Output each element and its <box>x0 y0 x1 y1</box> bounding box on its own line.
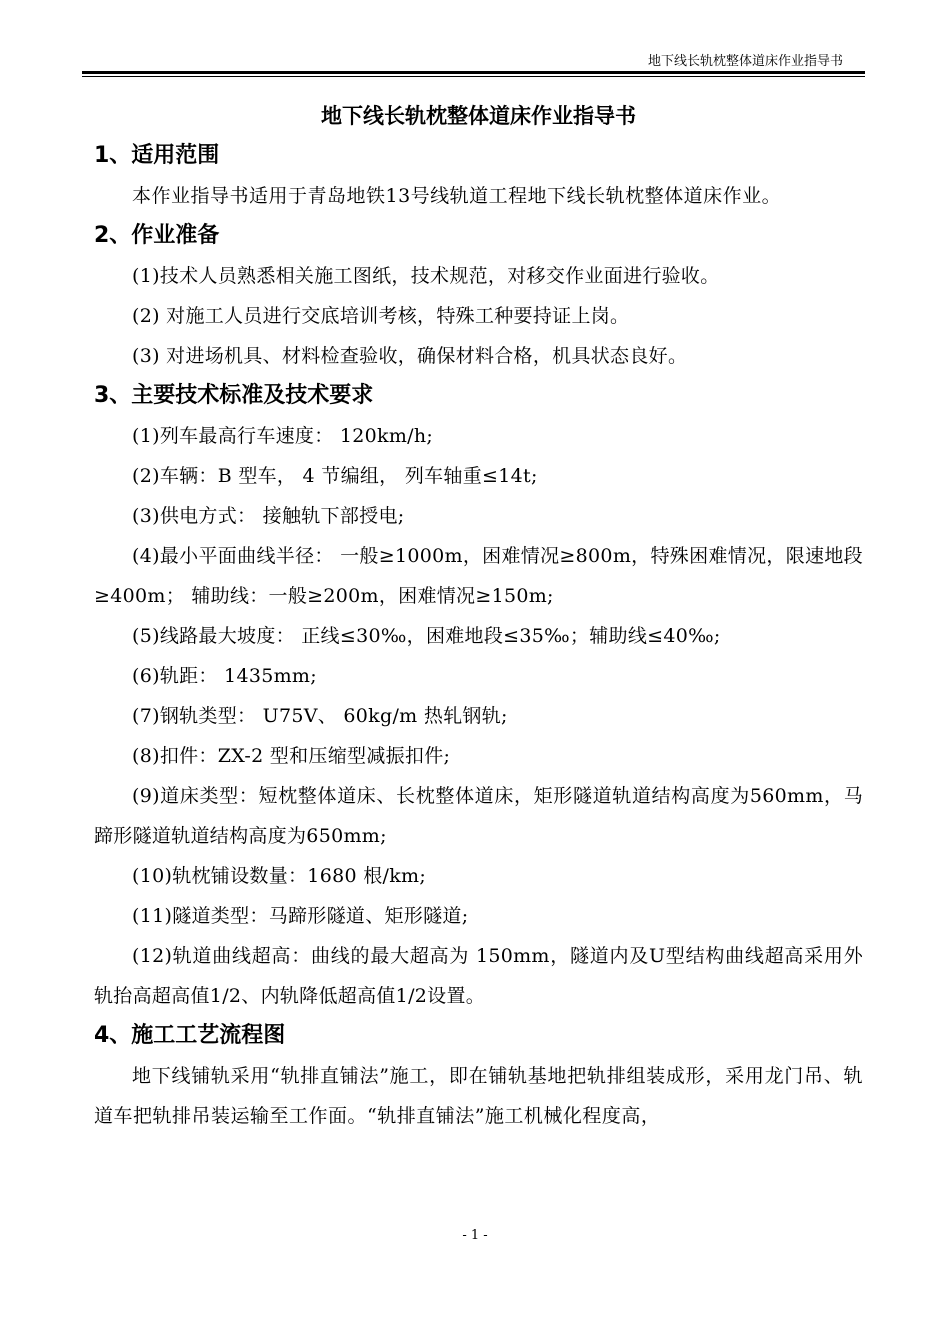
scope-paragraph: 本作业指导书适用于青岛地铁13号线轨道工程地下线长轨枕整体道床作业。 <box>132 185 782 207</box>
list-item: (2)车辆：B 型车， 4 节编组， 列车轴重≤14t; <box>132 465 538 487</box>
section-heading-technical-standards: 3、主要技术标准及技术要求 <box>94 383 374 408</box>
document-title: 地下线长轨枕整体道床作业指导书 <box>321 104 636 128</box>
section-heading-scope: 1、适用范围 <box>94 143 220 168</box>
section-heading-process-flow: 4、施工工艺流程图 <box>94 1023 286 1048</box>
list-item: (8)扣件：ZX-2 型和压缩型减振扣件; <box>132 745 451 767</box>
list-item: (2) 对施工人员进行交底培训考核，特殊工种要持证上岗。 <box>132 305 630 327</box>
document-body <box>94 96 863 1136</box>
list-item: (1)列车最高行车速度： 120km/h; <box>132 425 434 447</box>
list-item: (9)道床类型：短枕整体道床、长枕整体道床，矩形隧道轨道结构高度为560mm，马蹄形隧道轨道结构高度为650mm; <box>94 785 863 847</box>
list-item: (3)供电方式： 接触轨下部授电; <box>132 505 405 527</box>
page-number: - 1 - <box>462 1228 488 1243</box>
list-item: (6)轨距： 1435mm; <box>132 665 317 687</box>
running-header: 地下线长轨枕整体道床作业指导书 <box>647 54 843 69</box>
section-heading-preparation: 2、作业准备 <box>94 223 220 248</box>
list-item: (3) 对进场机具、材料检查验收，确保材料合格，机具状态良好。 <box>132 345 688 367</box>
process-flow-paragraph: 地下线铺轨采用“轨排直铺法”施工，即在铺轨基地把轨排组装成形，采用龙门吊、轨道车把轨排吊装运输至工作面。“轨排直铺法”施工机械化程度高， <box>94 1065 863 1127</box>
header-rule <box>82 71 865 77</box>
list-item: (11)隧道类型：马蹄形隧道、矩形隧道; <box>132 905 469 927</box>
list-item: (5)线路最大坡度： 正线≤30‰，困难地段≤35‰；辅助线≤40‰; <box>132 625 721 647</box>
list-item: (12)轨道曲线超高：曲线的最大超高为 150mm，隧道内及U型结构曲线超高采用外轨抬高超高值1/2、内轨降低超高值1/2设置。 <box>94 945 863 1007</box>
list-item: (4)最小平面曲线半径： 一般≥1000m，困难情况≥800m，特殊困难情况，限速地段≥400m； 辅助线：一般≥200m，困难情况≥150m; <box>94 545 863 607</box>
list-item: (10)轨枕铺设数量：1680 根/km; <box>132 865 427 887</box>
list-item: (1)技术人员熟悉相关施工图纸，技术规范，对移交作业面进行验收。 <box>132 265 720 287</box>
list-item: (7)钢轨类型： U75V、 60kg/m 热轧钢轨; <box>132 705 508 727</box>
